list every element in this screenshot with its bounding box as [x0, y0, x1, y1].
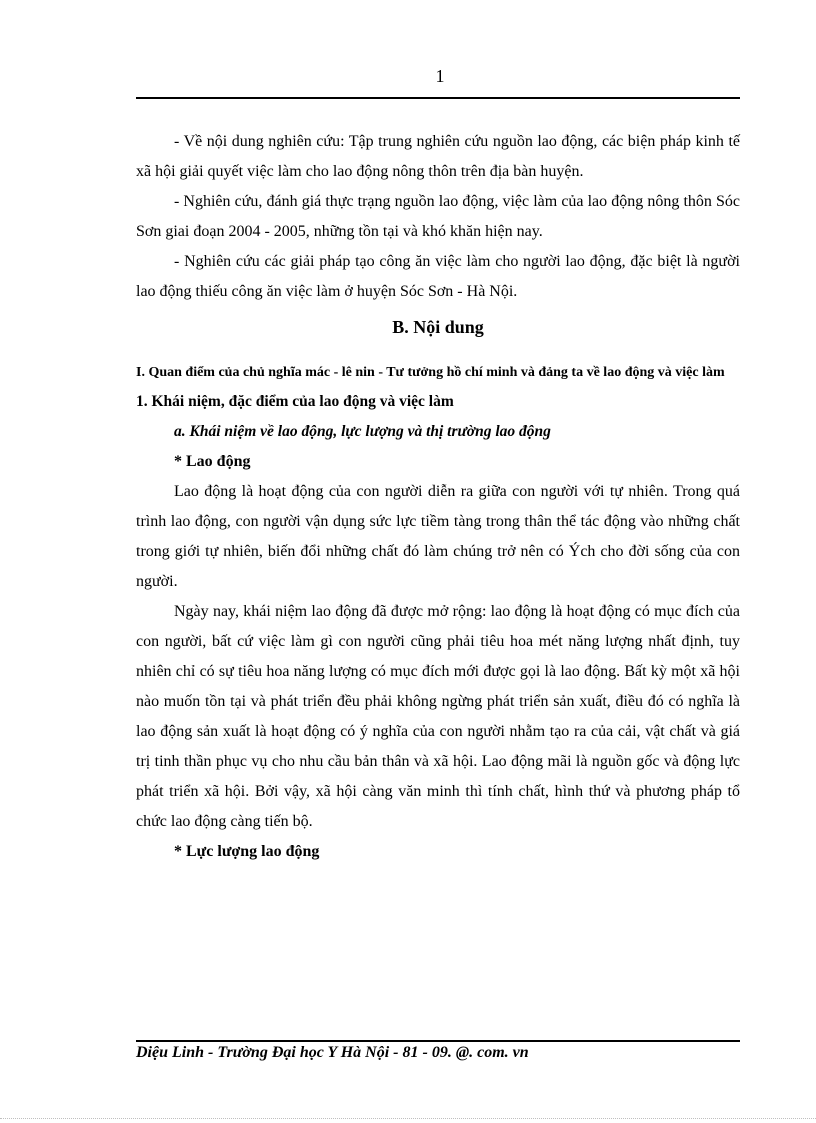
- footer-text: Diệu Linh - Trường Đại học Y Hà Nội - 81 - 09. @. com. vn: [136, 1044, 529, 1061]
- paragraph-labor-definition: Lao động là hoạt động của con người diễn ra giữa con người với tự nhiên. Trong quá trình lao động, con người vận dụng sức lực tiềm tàng trong thân thể tác động vào những chất trong giới tự nhiên, biến đổi những chất đó làm chúng trở nên có Ých cho đời sống của con người.: [136, 483, 740, 590]
- paragraph-research-content: - Về nội dung nghiên cứu: Tập trung nghiên cứu nguồn lao động, các biện pháp kinh tế xã hội giải quyết việc làm cho lao động nông thôn trên địa bàn huyện.: [136, 133, 740, 180]
- page-content: [136, 127, 740, 867]
- heading-level-3: a. Khái niệm về lao động, lực lượng và thị trường lao động: [174, 423, 551, 440]
- paragraph-labor-expanded: Ngày nay, khái niệm lao động đã được mở rộng: lao động là hoạt động có mục đích của con người, bất cứ việc làm gì con người cũng phải tiêu hoa mét năng lượng nhất định, tuy nhiên chỉ có sự tiêu hoa năng lượng có mục đích mới được gọi là lao động. Bất kỳ một xã hội nào muốn tồn tại và phát triển đều phải không ngừng phát triển sản xuất, điều đó có nghĩa là lao động sản xuất là hoạt động có ý nghĩa của con người nhằm tạo ra của cải, vật chất và giá trị tinh thần phục vụ cho nhu cầu bản thân và xã hội. Lao động mãi là nguồn gốc và động lực phát triển xã hội. Bởi vậy, xã hội càng văn minh thì tính chất, hình thứ và phương pháp tổ chức lao động càng tiến bộ.: [136, 603, 740, 830]
- page-edge-divider: [0, 1118, 816, 1119]
- subheading-workforce: * Lực lượng lao động: [174, 843, 320, 860]
- header-rule: [136, 97, 740, 99]
- heading-level-2: 1. Khái niệm, đặc điểm của lao động và việc làm: [136, 393, 454, 410]
- paragraph-research-solutions: - Nghiên cứu các giải pháp tạo công ăn việc làm cho người lao động, đặc biệt là người lao động thiếu công ăn việc làm ở huyện Sóc Sơn - Hà Nội.: [136, 253, 740, 300]
- paragraph-research-assessment: - Nghiên cứu, đánh giá thực trạng nguồn lao động, việc làm của lao động nông thôn Sóc Sơn giai đoạn 2004 - 2005, những tồn tại và khó khăn hiện nay.: [136, 193, 740, 240]
- page-number: 1: [435, 66, 445, 86]
- section-title: B. Nội dung: [392, 317, 484, 337]
- heading-level-1: I. Quan điểm của chủ nghĩa mác - lê nin - Tư tưởng hồ chí minh và đảng ta về lao động và việc làm: [136, 365, 725, 380]
- footer-rule: [136, 1040, 740, 1042]
- subheading-labor: * Lao động: [174, 453, 251, 470]
